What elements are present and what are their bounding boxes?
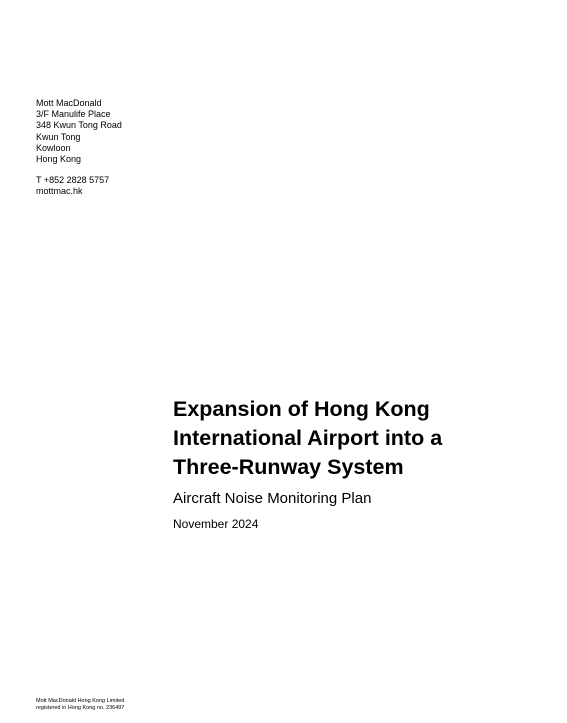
title-line-1: Expansion of Hong Kong [173,397,430,421]
document-title [173,395,553,482]
address-line-city: Hong Kong [36,154,82,165]
address-company-name: Mott MacDonald [36,98,102,108]
title-line-2: International Airport into a [173,426,443,450]
title-block [173,395,553,532]
address-line-district: Kwun Tong [36,131,81,142]
document-subtitle: Aircraft Noise Monitoring Plan [173,490,372,507]
phone-number: T +852 2828 5757 [36,175,110,185]
address-line-building: 3/F Manulife Place [36,109,111,120]
title-line-3: Three-Runway System [173,455,404,479]
address-line-region: Kowloon [36,142,71,153]
footer-company-name: Mott MacDonald Hong Kong Limited [36,698,125,704]
document-date: November 2024 [173,517,259,531]
company-registration-footer [36,698,124,712]
footer-registration-number: registered in Hong Kong no. 236497 [36,705,125,711]
company-address [36,98,122,165]
address-line-street: 348 Kwun Tong Road [36,120,122,131]
website-link[interactable]: mottmac.hk [36,186,83,197]
contact-info [36,175,109,197]
